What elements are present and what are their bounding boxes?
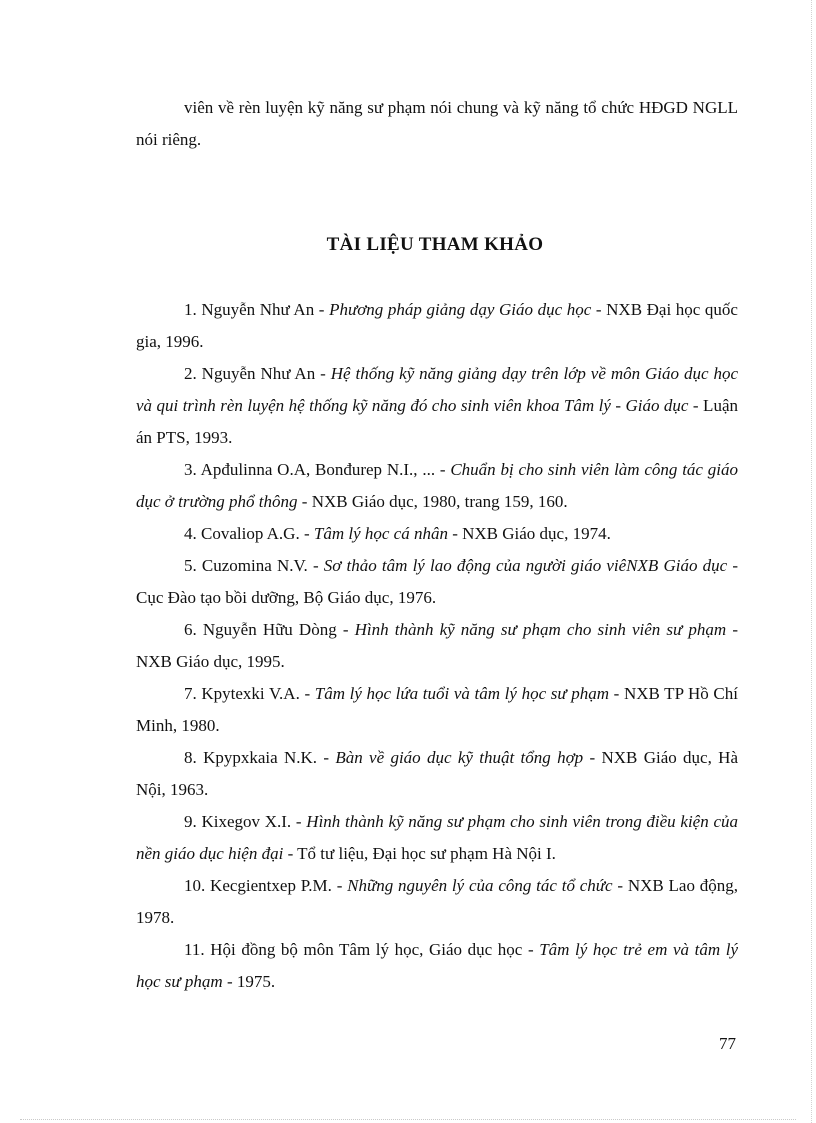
reference-title: Những nguyên lý của công tác tổ chức — [347, 876, 613, 895]
reference-author: 1. Nguyễn Như An - — [184, 300, 330, 319]
intro-paragraph: viên về rèn luyện kỹ năng sư phạm nói chung và kỹ năng tổ chức HĐGD NGLL nói riêng. — [136, 98, 738, 149]
reference-author: 6. Nguyễn Hữu Dòng - — [184, 620, 355, 639]
references-heading: TÀI LIỆU THAM KHẢO — [326, 234, 544, 255]
reference-source: - Cục Đào tạo bồi dưỡng, Bộ Giáo dục, 1976. — [136, 556, 738, 607]
page-number: 77 — [719, 1034, 736, 1053]
reference-item — [136, 934, 738, 998]
reference-item — [136, 742, 738, 806]
reference-title: Chuẩn bị cho sinh viên làm công tác giáo dục ở trường phổ thông — [136, 460, 738, 511]
reference-source: - NXB TP Hồ Chí Minh, 1980. — [136, 684, 738, 735]
reference-title: Sơ thảo tâm lý lao động của người giáo viêNXB Giáo dục — [323, 556, 728, 575]
page-right-divider — [811, 0, 812, 1123]
reference-author: 7. Kpytexki V.A. - — [184, 684, 315, 703]
reference-author: 3. Apđulinna O.A, Bonđurep N.I., ... - — [184, 460, 451, 479]
reference-author: 8. Kpypxkaia N.K. - — [184, 748, 336, 767]
reference-source: - Tổ tư liệu, Đại học sư phạm Hà Nội I. — [283, 844, 556, 863]
reference-title: Phương pháp giảng dạy Giáo dục học — [329, 300, 592, 319]
reference-item — [136, 678, 738, 742]
reference-author: 2. Nguyễn Như An - — [184, 364, 331, 383]
reference-source: - NXB Giáo dục, 1995. — [136, 620, 738, 671]
reference-author: 9. Kixegov X.I. - — [184, 812, 307, 831]
reference-author: 11. Hội đồng bộ môn Tâm lý học, Giáo dục học - — [184, 940, 540, 959]
reference-item — [136, 358, 738, 454]
reference-source: - NXB Giáo dục, Hà Nội, 1963. — [136, 748, 738, 799]
reference-title: Tâm lý học trẻ em và tâm lý học sư phạm — [136, 940, 738, 991]
reference-author: 5. Cuzomina N.V. - — [184, 556, 324, 575]
reference-list — [136, 294, 738, 998]
reference-source: - Luận án PTS, 1993. — [136, 396, 738, 447]
reference-item — [136, 294, 738, 358]
reference-item — [136, 454, 738, 518]
reference-title: Hệ thống kỹ năng giảng dạy trên lớp về môn Giáo dục học và qui trình rèn luyện hệ thống kỹ năng đó cho sinh viên khoa Tâm lý - Giáo dục — [136, 364, 738, 415]
reference-source: - NXB Giáo dục, 1980, trang 159, 160. — [297, 492, 568, 511]
page-bottom-divider — [20, 1119, 796, 1120]
reference-title: Hình thành kỹ năng sư phạm cho sinh viên trong điều kiện của nền giáo dục hiện đại — [136, 812, 738, 863]
reference-item — [136, 614, 738, 678]
reference-source: - NXB Lao động, 1978. — [136, 876, 738, 927]
reference-author: 4. Covaliop A.G. - — [184, 524, 314, 543]
reference-source: - NXB Đại học quốc gia, 1996. — [136, 300, 738, 351]
reference-title: Hình thành kỹ năng sư phạm cho sinh viên sư phạm — [354, 620, 727, 639]
reference-title: Tâm lý học cá nhân — [313, 524, 448, 543]
reference-source: - NXB Giáo dục, 1974. — [447, 524, 611, 543]
reference-item — [136, 518, 738, 550]
reference-source: - 1975. — [222, 972, 276, 991]
reference-author: 10. Kecgientxep P.M. - — [184, 876, 348, 895]
reference-item — [136, 806, 738, 870]
reference-item — [136, 550, 738, 614]
reference-item — [136, 870, 738, 934]
reference-title: Bàn về giáo dục kỹ thuật tổng hợp — [335, 748, 584, 767]
reference-title: Tâm lý học lứa tuổi và tâm lý học sư phạm — [314, 684, 610, 703]
